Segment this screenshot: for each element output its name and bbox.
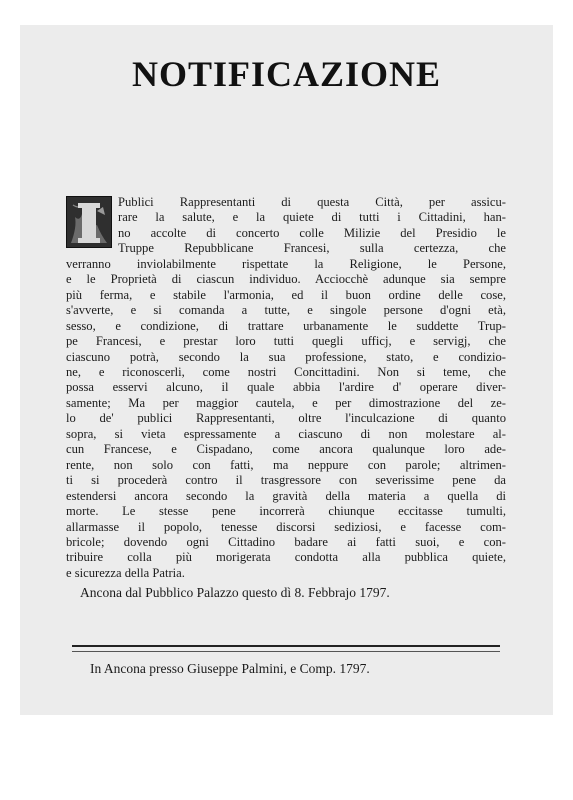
- body-line: sesso, e condizione, di trattare urbanamente le suddette Trup-: [66, 318, 506, 333]
- body-line: s'avverte, e si comanda a tutte, e singole persone d'ogni età,: [66, 303, 506, 318]
- body-line: samente; Ma per maggior cautela, e per dimostrazione del ze-: [66, 395, 506, 410]
- body-line: Publici Rappresentanti di questa Città, per assicu-: [118, 195, 506, 209]
- body-line: cun Francese, e Cispadano, come ancora qualunque loro ade-: [66, 442, 506, 457]
- body-line: lo de' publici Rappresentanti, oltre l'inculcazione di quanto: [66, 411, 506, 426]
- body-line: e sicurezza della Patria.: [66, 565, 185, 580]
- body-lines: [66, 195, 506, 581]
- divider-rule-thin: [72, 651, 500, 652]
- body-line: ciascuno potrà, secondo la sua professione, stato, e condizio-: [66, 349, 506, 364]
- body-line: bricole; dovendo ogni Cittadino badare ai fatti suoi, e con-: [66, 534, 506, 549]
- body-line: e le Proprietà di ciascun individuo. Acciocchè adunque sia sempre: [66, 272, 506, 287]
- decorated-initial-icon: [67, 197, 111, 247]
- body-line: rare la salute, e la quiete di tutti i Cittadini, han-: [118, 210, 506, 225]
- divider-rule: [72, 645, 500, 647]
- body-line: allarmasse il popolo, tenesse discorsi sediziosi, e facesse com-: [66, 519, 506, 534]
- body-line: verranno inviolabilmente rispettate la Religione, le Persone,: [66, 256, 506, 271]
- dateline: Ancona dal Pubblico Palazzo questo dì 8. Febbrajo 1797.: [80, 585, 390, 600]
- body-line: ti si procederà contro il trasgressore con severissime pene da: [66, 473, 506, 488]
- body-line: pe Francesi, e prestar loro tutti quegli ufficj, e servigj, che: [66, 334, 506, 349]
- body-line: tribuire colla più morigerata condotta alla pubblica quiete,: [66, 550, 506, 565]
- decorated-initial-letter: [66, 196, 112, 248]
- notice-body: [66, 195, 506, 581]
- body-line: sopra, si vieta espressamente a ciascuno di non molestare al-: [66, 426, 506, 441]
- body-line: possa esservi alcuno, il quale abbia l'ardire d' operare diver-: [66, 380, 506, 395]
- body-line: rente, non solo con fatti, ma neppure con parole; altrimen-: [66, 457, 506, 472]
- page-title: NOTIFICAZIONE: [131, 54, 442, 94]
- body-line: Truppe Repubblicane Francesi, sulla certezza, che: [118, 241, 506, 256]
- printer-imprint: In Ancona presso Giuseppe Palmini, e Comp. 1797.: [90, 661, 370, 676]
- notice-sheet: [20, 25, 553, 715]
- body-line: estendersi ancora secondo la gravità della materia a quella di: [66, 488, 506, 503]
- body-line: più ferma, e stabile l'armonia, ed il buon ordine delle cose,: [66, 287, 506, 302]
- body-line: morte. Le stesse pene incorrerà chiunque eccitasse tumulti,: [66, 504, 506, 519]
- body-line: ne, e riconoscerli, come nostri Concittadini. Non si teme, che: [66, 364, 506, 379]
- body-line: no accolte di concerto colle Milizie del Presidio le: [118, 225, 506, 240]
